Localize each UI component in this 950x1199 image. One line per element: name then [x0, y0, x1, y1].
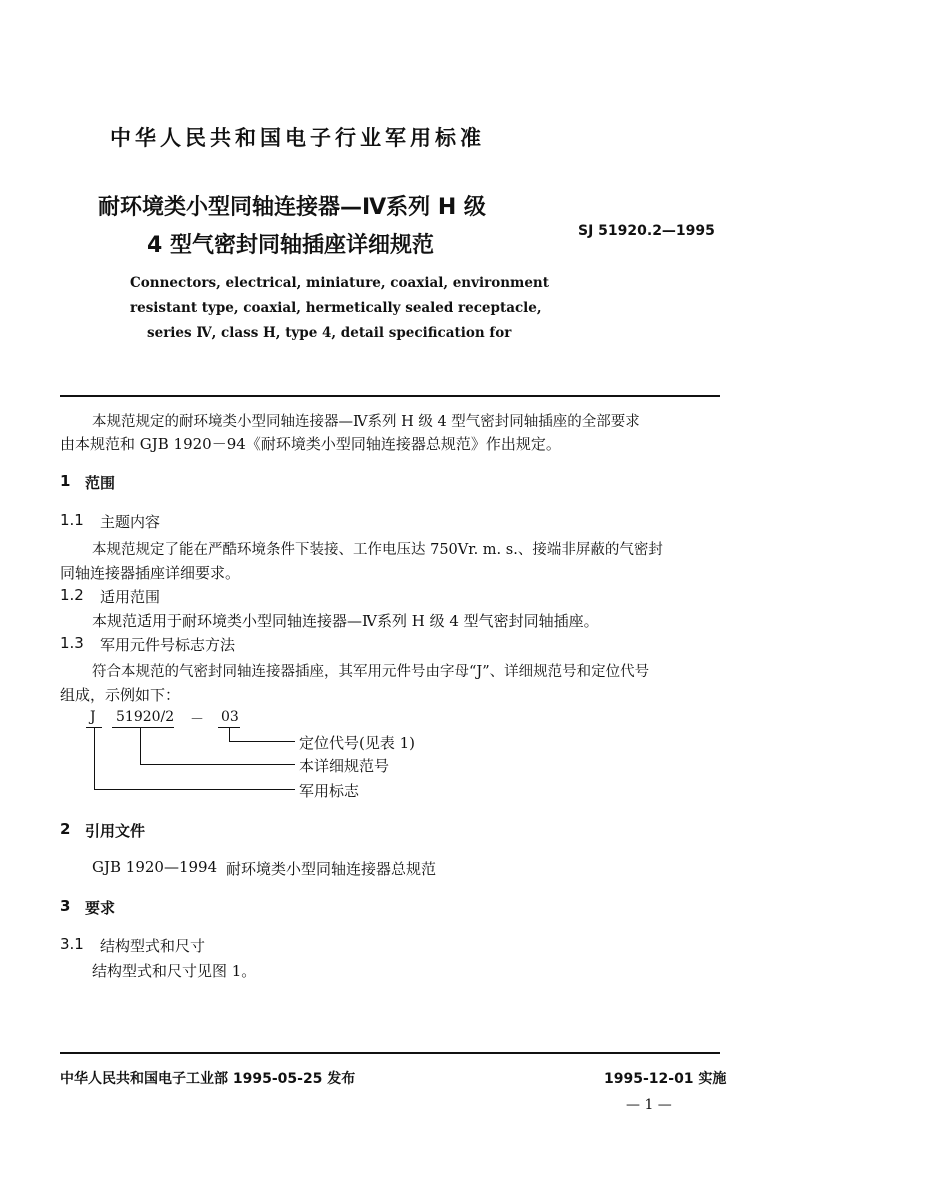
example-spec-number: 51920/2	[116, 709, 175, 725]
effective-date: 1995-12-01 实施	[604, 1071, 727, 1087]
section-3-1-heading: 结构型式和尺寸	[100, 937, 206, 955]
standard-number: SJ 51920.2—1995	[578, 223, 715, 239]
header-divider	[60, 395, 720, 397]
underline-spec	[112, 727, 174, 728]
leader-position-vertical	[229, 727, 230, 741]
example-letter: J	[90, 709, 96, 725]
section-1-3-number: 1.3	[60, 634, 84, 652]
section-1-1-number: 1.1	[60, 511, 84, 529]
section-1-2-heading: 适用范围	[100, 588, 161, 606]
section-3-heading: 要求	[85, 899, 116, 917]
reference-code: GJB 1920—1994	[92, 858, 218, 876]
document-title-line2: 4 型气密封同轴插座详细规范	[147, 233, 434, 258]
section-1-2-line1: 本规范适用于耐环境类小型同轴连接器—Ⅳ系列 H 级 4 型气密封同轴插座。	[92, 612, 599, 630]
issuer-line: 中华人民共和国电子工业部 1995-05-25 发布	[60, 1071, 356, 1087]
section-1-2-number: 1.2	[60, 586, 84, 604]
english-title-line1: Connectors, electrical, miniature, coaxial, environment	[130, 275, 549, 291]
section-1-number: 1	[60, 472, 71, 490]
page-number: — 1 —	[626, 1097, 672, 1113]
intro-line1: 本规范规定的耐环境类小型同轴连接器—Ⅳ系列 H 级 4 型气密封同轴插座的全部要求	[92, 414, 640, 430]
leader-spec-horizontal	[140, 764, 295, 765]
section-1-3-heading: 军用元件号标志方法	[100, 636, 236, 654]
english-title-line3: series Ⅳ, class H, type 4, detail specification for	[147, 325, 512, 341]
section-3-number: 3	[60, 897, 71, 915]
english-title-line2: resistant type, coaxial, hermetically sealed receptacle,	[130, 300, 542, 316]
label-spec-number: 本详细规范号	[299, 757, 390, 775]
section-1-heading: 范围	[85, 474, 116, 492]
section-3-1-line1: 结构型式和尺寸见图 1。	[92, 962, 257, 980]
leader-position-horizontal	[229, 741, 295, 742]
intro-line2: 由本规范和 GJB 1920－94《耐环境类小型同轴连接器总规范》作出规定。	[60, 435, 561, 453]
section-1-3-line1: 符合本规范的气密封同轴连接器插座，其军用元件号由字母“J”、详细规范号和定位代号	[92, 664, 650, 680]
section-1-3-line2: 组成，示例如下：	[60, 686, 181, 704]
section-2-number: 2	[60, 820, 71, 838]
label-position-code: 定位代号(见表 1)	[299, 734, 416, 752]
example-position-code: 03	[221, 709, 239, 725]
leader-spec-vertical	[140, 727, 141, 764]
leader-military-horizontal	[94, 789, 295, 790]
section-2-heading: 引用文件	[85, 822, 146, 840]
footer-divider	[60, 1052, 720, 1054]
example-dash: －	[190, 712, 204, 728]
label-military-mark: 军用标志	[299, 782, 360, 800]
reference-title: 耐环境类小型同轴连接器总规范	[226, 860, 437, 878]
section-1-1-line2: 同轴连接器插座详细要求。	[60, 564, 241, 582]
section-3-1-number: 3.1	[60, 935, 84, 953]
leader-military-vertical	[94, 727, 95, 789]
document-title-line1: 耐环境类小型同轴连接器—Ⅳ系列 H 级	[98, 195, 486, 220]
section-1-1-line1: 本规范规定了能在严酷环境条件下装接、工作电压达 750Vr. m. s.、接端非屏蔽的气密封	[92, 542, 663, 558]
section-1-1-heading: 主题内容	[100, 513, 161, 531]
standard-title: 中华人民共和国电子行业军用标准	[110, 126, 485, 150]
